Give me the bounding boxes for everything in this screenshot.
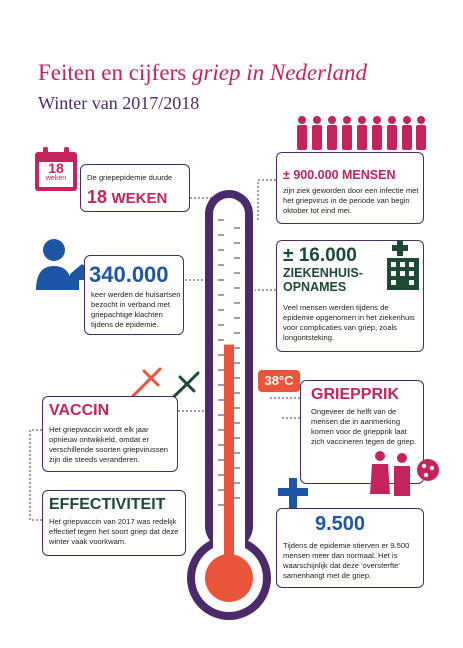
effectiveness-card xyxy=(42,490,186,556)
duration-value: 18 xyxy=(87,187,108,207)
gp-text: keer werden de huisartsen bezocht in verband met griepachtige klachten tijdens de epidemie. xyxy=(91,290,181,329)
hospital-line1: ZIEKENHUIS- xyxy=(283,266,363,280)
effectiveness-title: EFFECTIVITEIT xyxy=(49,496,166,513)
elderly-people-icon xyxy=(366,450,442,500)
duration-card xyxy=(80,164,190,212)
deaths-text: Tijdens de epidemie stierven er 9.500 mensen meer dan normaal. Het is waarschijnlijk dat deze 'oversterfte' samenhangt met de griep. xyxy=(283,541,410,580)
page-subtitle: Winter van 2017/2018 xyxy=(38,93,200,113)
vaccine-text: Het griepvaccin wordt elk jaar opnieuw ontwikkeld, omdat er verschillende soorten griepvirussen zijn die steeds veranderen. xyxy=(49,425,169,464)
hospital-text: Veel mensen werden tijdens de epidemie opgenomen in het ziekenhuis voor complicaties van griep, zoals longontsteking. xyxy=(283,303,415,342)
hospital-line2: OPNAMES xyxy=(283,280,347,294)
calendar-number: 18 xyxy=(48,160,64,176)
hospital-building-icon xyxy=(385,240,425,292)
vaccine-card xyxy=(42,396,178,472)
deaths-card xyxy=(276,508,424,588)
calendar-unit: weken xyxy=(45,175,67,182)
gp-visits-card xyxy=(84,255,184,335)
duration-unit: WEKEN xyxy=(111,190,168,207)
hospital-value: ± 16.000 xyxy=(283,245,357,266)
title-italic: griep in Nederland xyxy=(191,60,367,85)
flushot-title: GRIEPPRIK xyxy=(311,386,400,403)
gp-value: 340.000 xyxy=(89,262,169,287)
people-card xyxy=(276,152,424,224)
duration-text: De griepepidemie duurde xyxy=(87,173,173,182)
thermometer-fill xyxy=(224,345,234,574)
people-headline: ± 900.000 MENSEN xyxy=(283,168,396,182)
title-main: Feiten en cijfers xyxy=(38,60,187,85)
flushot-text: Ongeveer de helft van de mensen die in aanmerking komen voor de griepprik laat zich vaccineren tegen de griep. xyxy=(311,407,417,446)
people-text: zijn ziek geworden door een infectie met het griepvirus in de periode van begin oktober tot eind mei. xyxy=(283,186,419,215)
effectiveness-text: Het griepvaccin van 2017 was redelijk effectief tegen het soort griep dat deze winter vaak voorkwam. xyxy=(49,517,179,546)
people-group-icon xyxy=(295,115,427,155)
deaths-value: 9.500 xyxy=(315,513,366,535)
duration-value-row xyxy=(87,187,167,208)
temperature-badge: 38°C xyxy=(258,370,300,392)
vaccine-title: VACCIN xyxy=(49,402,110,419)
